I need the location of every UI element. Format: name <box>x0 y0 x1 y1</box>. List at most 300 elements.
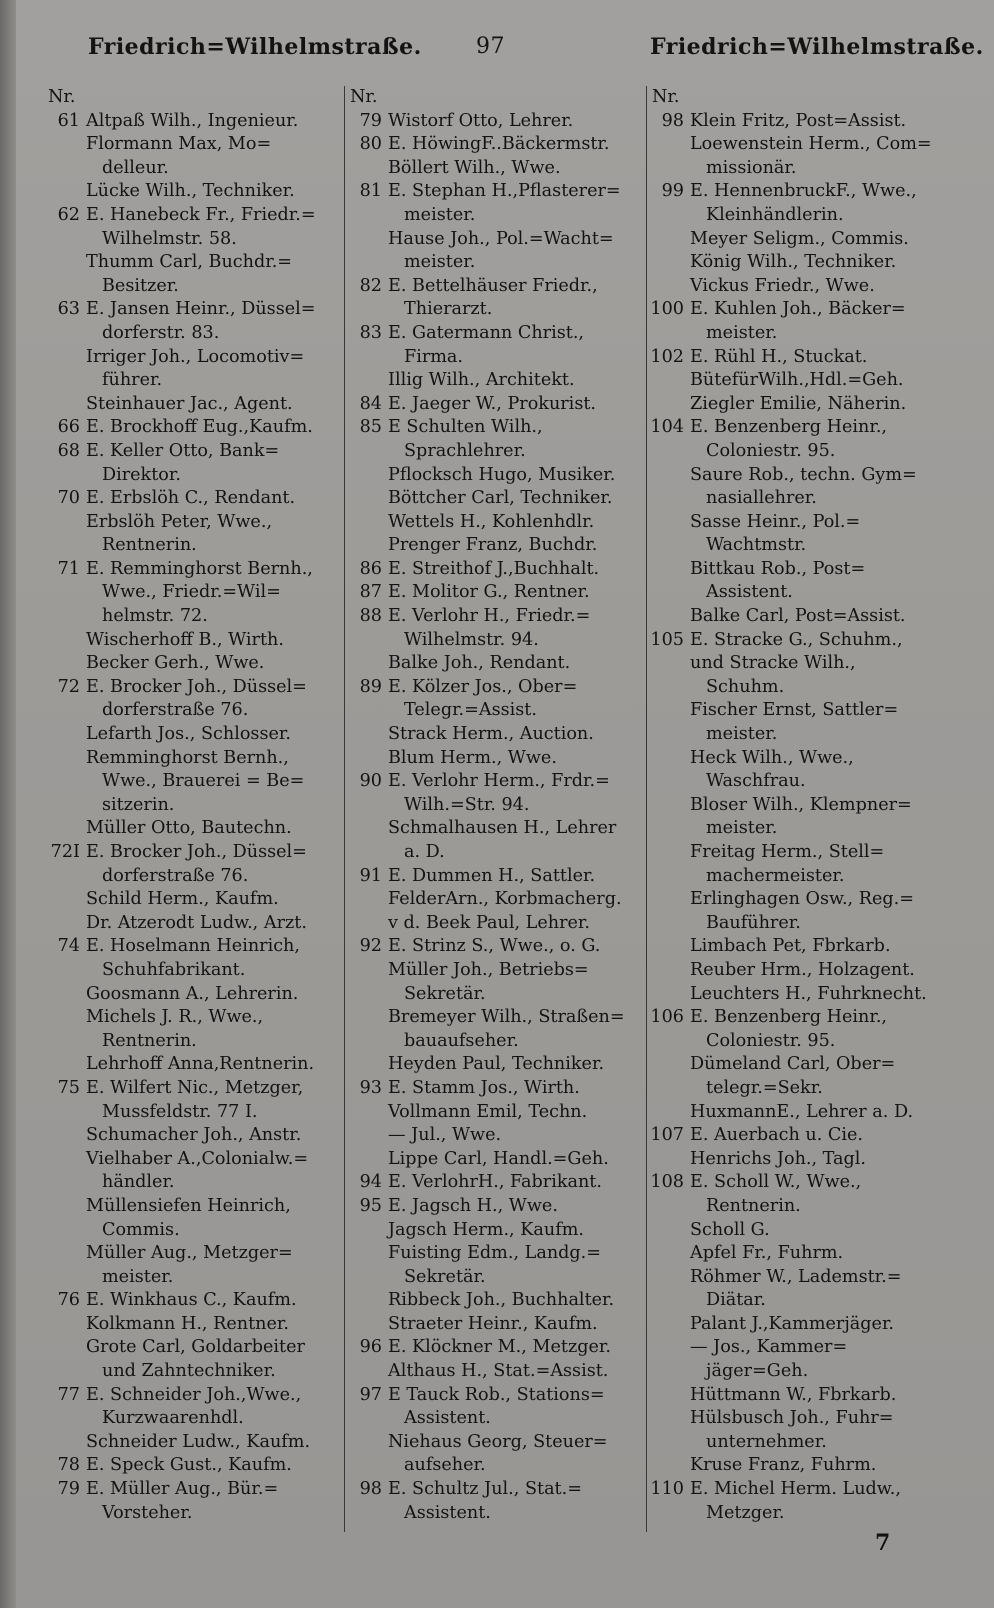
resident-entry: E. Jagsch H., Wwe. <box>388 1195 558 1216</box>
directory-entry-line <box>650 511 956 535</box>
resident-entry: Schild Herm., Kaufm. <box>86 889 279 910</box>
directory-entry-line <box>348 534 640 558</box>
directory-column-1 <box>46 86 342 1546</box>
house-number: 61 <box>57 110 80 131</box>
resident-entry: Kruse Franz, Fuhrm. <box>690 1455 877 1476</box>
resident-entry: Ziegler Emilie, Näherin. <box>690 393 907 414</box>
directory-entry-line <box>46 888 342 912</box>
resident-entry: Steinhauer Jac., Agent. <box>86 393 293 414</box>
directory-entry-line <box>348 1124 640 1148</box>
resident-entry: Rentnerin. <box>102 535 197 556</box>
house-number: 82 <box>359 275 382 296</box>
resident-entry: Hülsbusch Joh., Fuhr= <box>690 1408 894 1429</box>
resident-entry: Klein Fritz, Post=Assist. <box>690 110 907 131</box>
resident-entry: E. Bettelhäuser Friedr., <box>388 275 598 296</box>
resident-entry: Coloniestr. 95. <box>706 1030 836 1051</box>
house-number: 108 <box>650 1172 684 1193</box>
resident-entry: Sekretär. <box>404 983 486 1004</box>
directory-entry-line <box>46 581 342 605</box>
house-number: 72I <box>50 842 80 862</box>
house-number: 85 <box>359 417 382 438</box>
resident-entry: E. Müller Aug., Bür.= <box>86 1479 279 1500</box>
directory-entry-line <box>348 1313 640 1337</box>
directory-entry-line <box>46 1431 342 1455</box>
resident-entry: E. Brocker Joh., Düssel= <box>86 842 307 862</box>
resident-entry: Sasse Heinr., Pol.= <box>690 511 861 532</box>
resident-entry: E. Remminghorst Bernh., <box>86 558 313 579</box>
directory-entry-line <box>650 1101 956 1125</box>
directory-entry-line <box>348 558 640 582</box>
directory-entry-line <box>46 228 342 252</box>
resident-entry: telegr.=Sekr. <box>706 1077 823 1098</box>
resident-entry: Wilh.=Str. 94. <box>404 794 530 815</box>
directory-entry-line <box>650 1195 956 1219</box>
directory-entry-line <box>46 487 342 511</box>
house-number: 99 <box>661 181 684 202</box>
resident-entry: E. HennenbruckF., Wwe., <box>690 181 917 202</box>
directory-entry-line <box>650 652 956 676</box>
house-number: 110 <box>650 1479 684 1500</box>
directory-entry-line <box>348 770 640 794</box>
directory-entry-line <box>348 1219 640 1243</box>
house-number: 100 <box>650 299 684 320</box>
directory-entry-line <box>46 865 342 889</box>
resident-entry: Kleinhändlerin. <box>706 204 844 225</box>
resident-entry: Erlinghagen Osw., Reg.= <box>690 889 914 910</box>
directory-entry-line <box>46 652 342 676</box>
directory-entry-line <box>348 511 640 535</box>
resident-entry: Hause Joh., Pol.=Wacht= <box>388 228 614 249</box>
house-number: 74 <box>57 936 80 957</box>
directory-entry-line <box>650 464 956 488</box>
house-number: 83 <box>359 322 382 343</box>
directory-entry-line <box>46 322 342 346</box>
directory-entry-line <box>650 251 956 275</box>
resident-entry: E. Strinz S., Wwe., o. G. <box>388 936 601 957</box>
directory-entry-line <box>348 817 640 841</box>
resident-entry: E. Jansen Heinr., Düssel= <box>86 299 316 320</box>
directory-entry-line <box>650 558 956 582</box>
resident-entry: meister. <box>706 818 778 839</box>
resident-entry: Lippe Carl, Handl.=Geh. <box>388 1148 609 1169</box>
directory-entry-line <box>650 1336 956 1360</box>
house-number: 80 <box>359 134 382 155</box>
house-number: 93 <box>359 1077 382 1098</box>
house-number: 88 <box>359 606 382 627</box>
house-number: 94 <box>359 1172 382 1193</box>
directory-entry-line <box>348 1101 640 1125</box>
resident-entry: Wettels H., Kohlenhdlr. <box>388 511 595 532</box>
directory-entry-line <box>46 723 342 747</box>
resident-entry: E. Brocker Joh., Düssel= <box>86 676 307 697</box>
directory-entry-line <box>348 1431 640 1455</box>
directory-entry-line <box>46 534 342 558</box>
resident-entry: Schumacher Joh., Anstr. <box>86 1125 302 1146</box>
directory-entry-line <box>46 1006 342 1030</box>
directory-entry-line <box>650 1053 956 1077</box>
directory-entry-line <box>348 629 640 653</box>
house-number: 63 <box>57 299 80 320</box>
directory-entry-line <box>650 912 956 936</box>
house-number: 81 <box>359 181 382 202</box>
house-number: 90 <box>359 771 382 792</box>
resident-entry: Erbslöh Peter, Wwe., <box>86 511 273 532</box>
resident-entry: Leuchters H., Fuhrknecht. <box>690 983 927 1004</box>
directory-entry-line <box>348 1266 640 1290</box>
resident-entry: E. Rühl H., Stuckat. <box>690 346 868 367</box>
directory-entry-line <box>650 865 956 889</box>
directory-entry-line <box>46 912 342 936</box>
resident-entry: Schneider Ludw., Kaufm. <box>86 1431 311 1452</box>
house-number: 95 <box>359 1195 382 1216</box>
resident-entry: meister. <box>102 1266 174 1287</box>
resident-entry: Flormann Max, Mo= <box>86 134 272 155</box>
resident-entry: Kurzwaarenhdl. <box>102 1408 244 1429</box>
resident-entry: E. Hanebeck Fr., Friedr.= <box>86 204 316 225</box>
resident-entry: Sprachlehrer. <box>404 440 526 461</box>
directory-entry-line <box>348 298 640 322</box>
directory-entry-line <box>348 251 640 275</box>
directory-entry-line <box>46 1053 342 1077</box>
directory-entry-line <box>650 346 956 370</box>
directory-entry-line <box>348 794 640 818</box>
resident-entry: Wistorf Otto, Lehrer. <box>388 110 574 131</box>
resident-entry: E. Verlohr Herm., Frdr.= <box>388 771 610 792</box>
resident-entry: Dümeland Carl, Ober= <box>690 1054 896 1075</box>
resident-entry: Michels J. R., Wwe., <box>86 1007 264 1028</box>
resident-entry: Remminghorst Bernh., <box>86 747 289 768</box>
resident-entry: König Wilh., Techniker. <box>690 252 897 273</box>
house-number: 62 <box>57 204 80 225</box>
directory-entry-line <box>348 652 640 676</box>
resident-entry: und Zahntechniker. <box>102 1361 276 1382</box>
resident-entry: Balke Carl, Post=Assist. <box>690 606 906 627</box>
resident-entry: E. Schultz Jul., Stat.= <box>388 1479 582 1500</box>
resident-entry: Waschfrau. <box>706 771 806 792</box>
resident-entry: jäger=Geh. <box>706 1361 809 1382</box>
directory-column-3 <box>650 86 956 1546</box>
directory-entry-line <box>46 511 342 535</box>
directory-entry-line <box>650 770 956 794</box>
column-label: Nr. <box>350 87 378 107</box>
resident-entry: Böllert Wilh., Wwe. <box>388 157 561 178</box>
directory-entry-line <box>650 157 956 181</box>
directory-entry-line <box>46 204 342 228</box>
directory-entry-line <box>46 464 342 488</box>
directory-entry-line <box>348 723 640 747</box>
resident-entry: E. HöwingF..Bäckermstr. <box>388 134 610 155</box>
resident-entry: nasiallehrer. <box>706 488 817 509</box>
directory-entry-line <box>46 983 342 1007</box>
resident-entry: Wwe., Friedr.=Wil= <box>102 582 281 603</box>
directory-entry-line <box>46 1336 342 1360</box>
resident-entry: Besitzer. <box>102 275 179 296</box>
directory-entry-line <box>348 416 640 440</box>
directory-entry-line <box>46 817 342 841</box>
directory-entry-line <box>348 133 640 157</box>
resident-entry: Dr. Atzerodt Ludw., Arzt. <box>86 912 307 933</box>
directory-entry-line <box>46 180 342 204</box>
directory-entry-line <box>348 581 640 605</box>
resident-entry: Müller Otto, Bautechn. <box>86 818 292 839</box>
resident-entry: FelderArn., Korbmacherg. <box>388 889 622 910</box>
directory-entry-line <box>348 180 640 204</box>
directory-entry-line <box>46 1384 342 1408</box>
directory-entry-line <box>650 959 956 983</box>
resident-entry: dorferstraße 76. <box>102 865 249 886</box>
directory-entry-line <box>46 1124 342 1148</box>
directory-entry-line <box>650 110 956 134</box>
resident-entry: E. Molitor G., Rentner. <box>388 582 590 603</box>
directory-entry-line <box>650 1148 956 1172</box>
directory-entry-line <box>348 1384 640 1408</box>
directory-entry-line <box>650 817 956 841</box>
resident-entry: Straeter Heinr., Kaufm. <box>388 1313 598 1334</box>
resident-entry: E. Keller Otto, Bank= <box>86 440 280 461</box>
resident-entry: Niehaus Georg, Steuer= <box>388 1431 608 1452</box>
directory-column-2 <box>348 86 640 1546</box>
directory-entry-line <box>650 983 956 1007</box>
directory-entry-line <box>46 416 342 440</box>
resident-entry: BütefürWilh.,Hdl.=Geh. <box>690 370 904 391</box>
resident-entry: E. Stamm Jos., Wirth. <box>388 1077 580 1098</box>
resident-entry: dorferstr. 83. <box>102 322 220 343</box>
directory-entry-line <box>650 1313 956 1337</box>
directory-entry-line <box>348 1502 640 1526</box>
resident-entry: Rentnerin. <box>102 1030 197 1051</box>
directory-entry-line <box>650 699 956 723</box>
resident-entry: Heck Wilh., Wwe., <box>690 747 854 768</box>
resident-entry: meister. <box>706 322 778 343</box>
directory-entry-line <box>46 1171 342 1195</box>
resident-entry: E. Streithof J.,Buchhalt. <box>388 558 600 579</box>
directory-entry-line <box>650 888 956 912</box>
directory-entry-line <box>348 204 640 228</box>
directory-entry-line <box>348 346 640 370</box>
directory-entry-line <box>348 1454 640 1478</box>
directory-entry-line <box>650 1384 956 1408</box>
resident-entry: E. Michel Herm. Ludw., <box>690 1479 901 1500</box>
directory-entry-line <box>348 1478 640 1502</box>
resident-entry: Loewenstein Herm., Com= <box>690 134 932 155</box>
resident-entry: Vollmann Emil, Techn. <box>388 1101 588 1122</box>
resident-entry: Wwe., Brauerei = Be= <box>102 771 305 792</box>
resident-entry: E. Gatermann Christ., <box>388 322 585 343</box>
resident-entry: Assistent. <box>404 1408 491 1429</box>
directory-entry-line <box>348 699 640 723</box>
directory-entry-line <box>348 1242 640 1266</box>
resident-entry: Schuhm. <box>706 676 785 697</box>
resident-entry: Vickus Friedr., Wwe. <box>690 275 875 296</box>
directory-entry-line <box>650 935 956 959</box>
resident-entry: Illig Wilh., Architekt. <box>388 370 575 391</box>
house-number: 75 <box>57 1077 80 1098</box>
resident-entry: Böttcher Carl, Techniker. <box>388 488 613 509</box>
directory-entry-line <box>650 1478 956 1502</box>
directory-entry-line <box>650 440 956 464</box>
directory-entry-line <box>348 605 640 629</box>
directory-entry-line <box>348 157 640 181</box>
resident-entry: Mussfeldstr. 77 I. <box>102 1101 258 1122</box>
resident-entry: Becker Gerh., Wwe. <box>86 653 265 674</box>
directory-entry-line <box>650 1502 956 1526</box>
directory-entry-line <box>348 440 640 464</box>
resident-entry: a. D. <box>404 842 445 862</box>
directory-entry-line <box>348 1030 640 1054</box>
directory-entry-line <box>650 794 956 818</box>
house-number: 71 <box>57 558 80 579</box>
directory-entry-line <box>650 180 956 204</box>
directory-entry-line <box>46 1360 342 1384</box>
directory-entry-line <box>348 747 640 771</box>
directory-entry-line <box>46 1454 342 1478</box>
directory-entry-line <box>46 157 342 181</box>
house-number: 96 <box>359 1337 382 1358</box>
resident-entry: Schmalhausen H., Lehrer <box>388 818 617 839</box>
resident-entry: Wachtmstr. <box>706 535 807 556</box>
resident-entry: Blum Herm., Wwe. <box>388 747 557 768</box>
resident-entry: Bloser Wilh., Klempner= <box>690 794 912 815</box>
house-number: 105 <box>650 629 684 650</box>
directory-entry-line <box>46 298 342 322</box>
resident-entry: E. Stephan H.,Pflasterer= <box>388 181 621 202</box>
resident-entry: E. Auerbach u. Cie. <box>690 1125 864 1146</box>
directory-entry-line <box>46 1219 342 1243</box>
directory-entry-line <box>46 369 342 393</box>
resident-entry: Grote Carl, Goldarbeiter <box>86 1337 305 1358</box>
directory-entry-line <box>348 464 640 488</box>
resident-entry: E. Hoselmann Heinrich, <box>86 936 300 957</box>
resident-entry: Bauführer. <box>706 912 801 933</box>
directory-entry-line <box>348 322 640 346</box>
resident-entry: Palant J.,Kammerjäger. <box>690 1313 895 1334</box>
directory-entry-line <box>650 605 956 629</box>
directory-entry-line <box>46 558 342 582</box>
resident-entry: Limbach Pet, Fbrkarb. <box>690 936 891 957</box>
resident-entry: Goosmann A., Lehrerin. <box>86 983 299 1004</box>
resident-entry: Fischer Ernst, Sattler= <box>690 700 899 721</box>
house-number: 97 <box>359 1384 382 1405</box>
resident-entry: Coloniestr. 95. <box>706 440 836 461</box>
directory-entry-line <box>650 204 956 228</box>
resident-entry: Metzger. <box>706 1502 785 1523</box>
house-number: 77 <box>57 1384 80 1405</box>
directory-entry-line <box>650 298 956 322</box>
resident-entry: Direktor. <box>102 464 181 485</box>
resident-entry: E. Dummen H., Sattler. <box>388 865 596 886</box>
resident-entry: Strack Herm., Auction. <box>388 724 594 745</box>
resident-entry: Thumm Carl, Buchdr.= <box>86 252 293 273</box>
resident-entry: E. Verlohr H., Friedr.= <box>388 606 591 627</box>
resident-entry: Meyer Seligm., Commis. <box>690 228 909 249</box>
house-number: 91 <box>359 865 382 886</box>
directory-entry-line <box>650 487 956 511</box>
column-label: Nr. <box>48 87 76 107</box>
directory-entry-line <box>650 1454 956 1478</box>
resident-entry: Müller Joh., Betriebs= <box>388 959 589 980</box>
resident-entry: Heyden Paul, Techniker. <box>388 1054 605 1075</box>
directory-entry-line <box>650 133 956 157</box>
directory-entry-line <box>348 865 640 889</box>
resident-entry: Firma. <box>404 346 464 367</box>
signature-mark: 7 <box>875 1530 891 1556</box>
resident-entry: Wilhelmstr. 94. <box>404 629 539 650</box>
resident-entry: E. Benzenberg Heinr., <box>690 417 888 438</box>
directory-entry-line <box>348 676 640 700</box>
directory-entry-line <box>650 1407 956 1431</box>
house-number: 84 <box>359 393 382 414</box>
directory-entry-line <box>46 629 342 653</box>
directory-entry-line <box>46 1502 342 1526</box>
resident-entry: Wilhelmstr. 58. <box>102 228 237 249</box>
resident-entry: bauaufseher. <box>404 1030 519 1051</box>
resident-entry: Vielhaber A.,Colonialw.= <box>86 1148 309 1169</box>
resident-entry: E. Schneider Joh.,Wwe., <box>86 1384 302 1405</box>
column-divider <box>344 86 345 1532</box>
directory-entry-line <box>348 1360 640 1384</box>
house-number: 76 <box>57 1290 80 1311</box>
directory-entry-line <box>348 983 640 1007</box>
directory-entry-line <box>348 1407 640 1431</box>
resident-entry: E. Brockhoff Eug.,Kaufm. <box>86 417 313 438</box>
column-label: Nr. <box>652 87 680 107</box>
directory-entry-line <box>46 676 342 700</box>
house-number: 98 <box>359 1479 382 1500</box>
resident-entry: Rentnerin. <box>706 1195 801 1216</box>
directory-entry-line <box>46 1266 342 1290</box>
resident-entry: E. Benzenberg Heinr., <box>690 1007 888 1028</box>
resident-entry: helmstr. 72. <box>102 606 208 627</box>
directory-entry-line <box>46 1478 342 1502</box>
directory-entry-line <box>650 393 956 417</box>
resident-entry: E. Speck Gust., Kaufm. <box>86 1455 292 1476</box>
resident-entry: Assistent. <box>706 582 793 603</box>
directory-entry-line <box>650 581 956 605</box>
resident-entry: Lefarth Jos., Schlosser. <box>86 724 291 745</box>
resident-entry: unternehmer. <box>706 1431 827 1452</box>
directory-entry-line <box>46 1195 342 1219</box>
resident-entry: Bremeyer Wilh., Straßen= <box>388 1007 625 1028</box>
directory-entry-line <box>650 416 956 440</box>
house-number: 78 <box>57 1455 80 1476</box>
directory-entry-line <box>348 110 640 134</box>
resident-entry: Hüttmann W., Fbrkarb. <box>690 1384 897 1405</box>
house-number: 86 <box>359 558 382 579</box>
directory-entry-line <box>650 1219 956 1243</box>
house-number: 70 <box>57 488 80 509</box>
resident-entry: Apfel Fr., Fuhrm. <box>690 1243 844 1264</box>
directory-entry-line <box>348 1336 640 1360</box>
directory-entry-line <box>46 1030 342 1054</box>
resident-entry: E Tauck Rob., Stations= <box>388 1384 605 1405</box>
running-head-right: Friedrich=Wilhelmstraße. <box>650 34 984 60</box>
resident-entry: E. Kölzer Jos., Ober= <box>388 676 578 697</box>
directory-entry-line <box>46 605 342 629</box>
house-number: 104 <box>650 417 684 438</box>
directory-entry-line <box>650 275 956 299</box>
directory-entry-line <box>348 959 640 983</box>
directory-entry-line <box>348 1289 640 1313</box>
house-number: 79 <box>57 1479 80 1500</box>
directory-entry-line <box>348 1053 640 1077</box>
directory-entry-line <box>46 1101 342 1125</box>
resident-entry: führer. <box>102 370 163 391</box>
directory-entry-line <box>46 959 342 983</box>
resident-entry: Reuber Hrm., Holzagent. <box>690 959 915 980</box>
house-number: 68 <box>57 440 80 461</box>
directory-entry-line <box>46 393 342 417</box>
resident-entry: Schuhfabrikant. <box>102 959 246 980</box>
